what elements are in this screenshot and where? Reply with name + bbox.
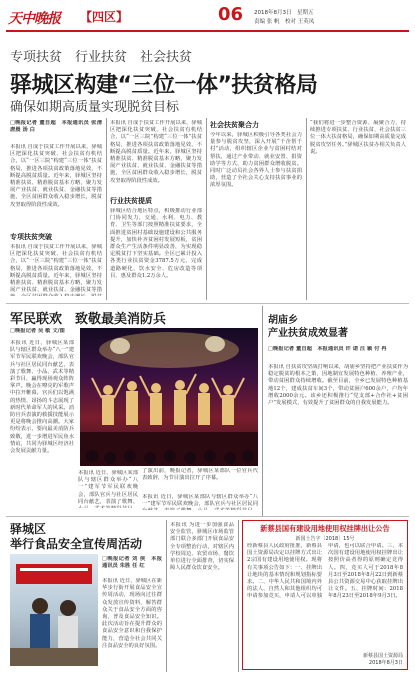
- food-safety-byline: □晚报记者 刘 侠 本报通讯员 朱胜 任 红: [102, 556, 162, 570]
- masthead: [0, 0, 415, 30]
- notice-box: [242, 520, 408, 670]
- army-body-col3: 本报讯 近日，驿城区某部队与辖区群众举办“八一”建军节军民联欢晚会，部队官兵与社区居民同: [142, 494, 258, 508]
- food-safety-body: 本报讯 近日，驿城区在新华步行街开展食品安全宣传周活动，现场向过往群众发放宣传资料，解答群众关于食品安全方面的咨询，普及食品安全知识。此次活动旨在提升群众的食品安全意识和自我保护能力，营造全社会共同关注食品安全的良好氛围。: [102, 578, 162, 649]
- editors-line: 责编 张 帆 校对 王英凤: [254, 19, 315, 25]
- lead-byline: □晚报记者 董自超 本报通讯员 张清 唐晨 汤 白: [10, 120, 102, 134]
- lead-body-col2: 本报讯 自成于扶贫工作开展以来，驿城区把深化扶贫突破、社会扶贫有机结合，以“一区三院”构建“三位一体”扶贫格局，推进各项扶贫政策落地见效，不断提高脱贫质量。近年来，驿城区坚持精准扶贫、精准脱贫基本方略，聚力发展产业扶贫、就业扶贫、金融扶贫等措施，全区贫困群众收入稳步增长，脱贫攻坚取得阶段性成效。: [110, 120, 202, 184]
- col-rule-6: [238, 520, 239, 672]
- army-body-cont: 本报讯 近日，驿城区某部队与辖区群众举办“八一”建军节军民联欢晚会，部队官兵与社区居民同台献艺，表演了歌舞、: [78, 470, 138, 505]
- stage-graphic: [80, 328, 258, 466]
- section-rule-1: [6, 303, 409, 304]
- lead-body-b: 驿城区结合地区特点，积极推动行业部门协同发力，交通、水利、电力、教育、卫生等部门按照精准扶贫要求，全面推进贫困村基础设施建设和公共服务提升，加快补齐贫困村发展短板，贫困群众生产生活条件明显改善，为实现稳定脱贫打下坚实基础。全区已累计投入各类行业扶贫资金3787.5万元，完成道路硬化、饮水安全、危房改造等项目，惠及群众1.2万余人。: [110, 208, 202, 279]
- army-body: 本报讯 近日，驿城区某部队与辖区群众举办“八一”建军节军民联欢晚会，部队官兵与社区居民同台献艺，表演了歌舞、小品、武术等精彩节目，赢得现场观众阵阵掌声。晚会在嘹亮的军歌声中拉开帷幕，官兵们以饱满的热情、昂扬的斗志展现了新时代革命军人的风采。消防官兵表演的救援技能展示更是将晚会推向高潮。大家纷纷表示，要向最美消防兵致敬，进一步增进军民鱼水情谊，共同为驿城区经济社会发展贡献力量。: [10, 340, 74, 455]
- masthead-rule: [6, 30, 409, 32]
- lead-sub1: 专项扶贫突破: [10, 233, 52, 241]
- army-title: 军民联欢 致敬最美消防兵: [10, 312, 167, 327]
- food-safety-photo: [10, 554, 98, 666]
- photo-caption: 了演出前，晚报记者，驿城区某部队一位官兵代表致辞，为节目演出拉开了序幕。: [142, 468, 258, 482]
- right-title-line1: 胡庙乡 产业扶贫成效显著: [268, 315, 348, 339]
- bottom-middle-body: 本报讯 为进一步加强食品安全监管，驿城区市场监管部门联合多部门开展食品安全专项整治行动，对辖区内学校周边、农贸市场、餐饮单位进行全面排查，切实保障人民群众饮食安全。: [170, 522, 234, 572]
- army-byline: □晚报记者 吴 敏 文/图: [10, 328, 65, 334]
- right-body: 本报讯 自扶贫攻坚战打响以来，胡庙乡坚持把产业扶贫作为稳定脱贫的根本之策，因地制宜发展特色种植、养殖产业，带动贫困群众持续增收。截至目前，全乡已发展特色种植基地12个，建成扶贫车间3个，带动贫困户600余户，户均年增收2000余元。该乡还积极推行“党支部+合作社+贫困户”发展模式，有效提升了贫困群众的自我发展能力。: [268, 364, 408, 407]
- performance-photo: [80, 328, 258, 466]
- col-rule-5: [166, 520, 167, 672]
- lead-body-c: 今年以来，驿城区积极引导各类社会力量参与脱贫攻坚，深入开展“千企帮千村”活动，组织辖区企业与贫困村结对帮扶，通过产业带动、就业安置、捐资助学等方式，助力贫困群众增收脱贫。同时广泛动员社会各界人士参与扶贫捐助，营造了全社会关心支持扶贫事业的浓厚氛围。: [210, 132, 302, 189]
- lead-body-a2: 本报讯 自成于扶贫工作开展以来，驿城区把深化扶贫突破、社会扶贫有机结合，以“一区三院”构建“三位一体”扶贫格局，推进各项扶贫政策落地见效，不断提高脱贫质量。近年来，驿城区坚持精准扶贫、精准脱贫基本方略，聚力发展产业扶贫、就业扶贫、金融扶贫等措: [10, 244, 102, 294]
- food-safety-title: 驿城区 举行食品安全宣传周活动: [10, 522, 143, 551]
- col-rule-2: [206, 118, 207, 300]
- lead-sub2: 行业扶贫提质: [110, 197, 152, 205]
- right-byline: □晚报记者 董自超 本报通讯员 许 诺 汪 颖 付 冉: [268, 346, 387, 352]
- lead-sub3: 社会扶贫聚合力: [210, 121, 259, 129]
- lead-title: 驿城区构建“三位一体”扶贫格局: [10, 73, 318, 98]
- col-rule-3: [306, 118, 307, 300]
- issue-date: 2018年8月3日 星期五: [254, 10, 314, 16]
- notice-subtitle: 新国土告字〔2018〕15号: [295, 536, 355, 542]
- notice-title: 新蔡县国有建设用地使用权挂牌出让公告: [260, 524, 390, 533]
- food-safety-graphic: [10, 554, 98, 666]
- lead-body-d: “我们将进一步整合资源、凝聚合力，持续推进专项扶贫、行业扶贫、社会扶贫三位一体大扶贫格局，确保如期高质量完成脱贫攻坚任务。”驿城区扶贫办相关负责人说。: [310, 120, 406, 155]
- lead-body-a: 本报讯 自成于扶贫工作开展以来，驿城区把深化扶贫突破、社会扶贫有机结合，以“一区三院”构建“三位一体”扶贫格局，推进各项扶贫政策落地见效，不断提高脱贫质量。近年来，驿城区坚持精准扶贫、精准脱贫基本方略，聚力发展产业扶贫、就业扶贫、金融扶贫等措施，全区贫困群众收入稳步增长，脱贫攻坚取得阶段性成效。: [10, 144, 102, 208]
- masthead-logo: 天中晚报: [8, 11, 60, 27]
- notice-signature: 新蔡县国土资源局 2018年8月3日: [362, 653, 403, 666]
- notice-body: 经新蔡县人民政府批准，新蔡县国土资源局决定以挂牌方式出让2宗国有建设用地使用权。现将有关事项公告如下：一、挂牌出让地块的基本情况和规划指标要求。二、中华人民共和国境内外的法人、自然人和其他组织均可申请参加竞买，申请人可以单独申请，也可以联合申请。三、本次国有建设用地使用权挂牌出让按照价高者得的原则确定竞得人。四、竞买人可于2018年8月3日至2018年8月22日到新蔡县公共资源交易中心获取挂牌出让文件。五、挂牌时间：2018年8月23日至2018年9月3日。: [247, 543, 403, 600]
- section-rule-2: [6, 516, 409, 517]
- page-number: 06: [218, 4, 244, 25]
- col-rule-4: [262, 306, 263, 516]
- col-rule-1: [106, 118, 107, 300]
- section-label: 【四区】: [80, 10, 129, 24]
- lead-subtitle: 确保如期高质量实现脱贫目标: [10, 100, 180, 115]
- lead-kicker: 专项扶贫 行业扶贫 社会扶贫: [10, 50, 193, 65]
